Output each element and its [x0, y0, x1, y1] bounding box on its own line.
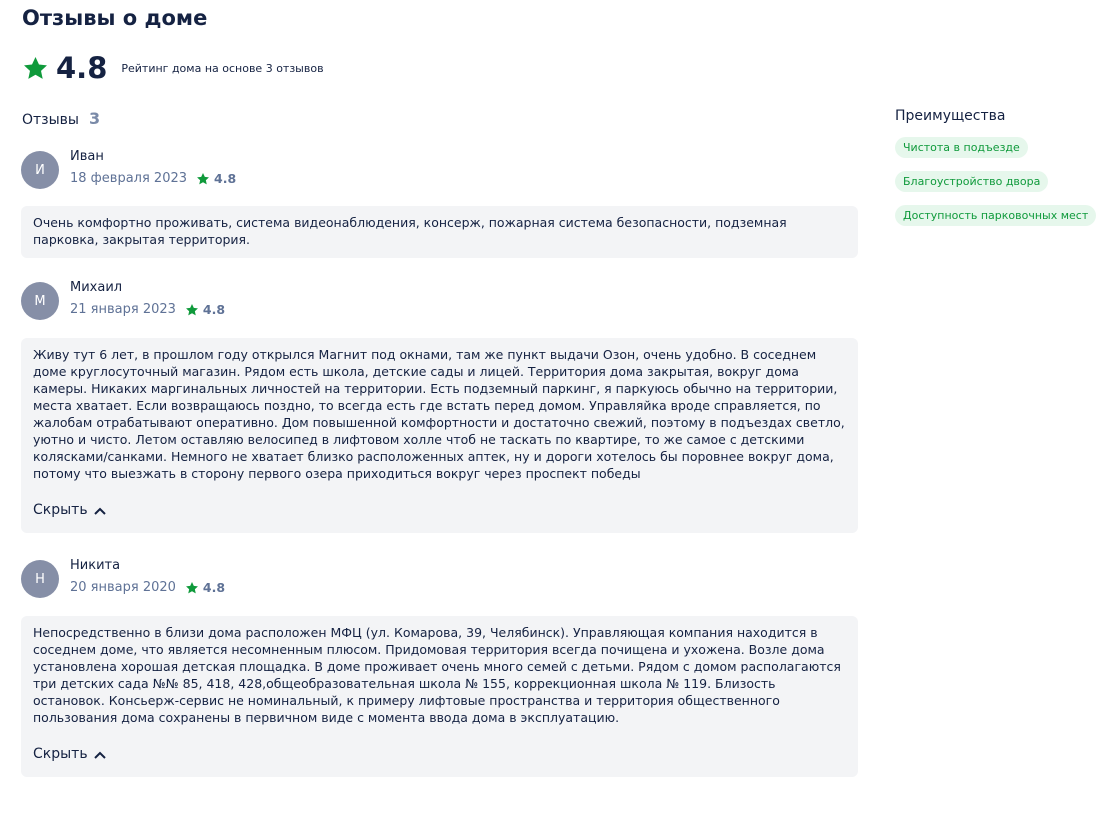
overall-rating — [22, 52, 324, 84]
review-body — [21, 616, 858, 777]
review-text: Живу тут 6 лет, в прошлом году открылся Магнит под окнами, там же пункт выдачи Озон, очень удобно. В соседнем доме круглосуточный магазин. Рядом есть школа, детские сады и лицей. Территория дома закрытая, вокруг дома камеры. Никаких маргинальных личностей на территории. Есть подземный паркинг, я паркуюсь обычно на территории, места хватает. Если возвращаюсь поздно, то всегда есть где встать перед домом. Управляйка вроде справляется, по жалобам отрабатывают оперативно. Дом повышенной комфортности и достаточно свежий, поэтому в подъездах светло, уютно и чисто. Летом оставляю велосипед в лифтовом холле чтоб не таскать по квартире, то же самое с детскими колясками/санками. Немного не хватает близко расположенных аптек, ну и дороги хотелось бы поровнее вокруг дома, потому что выезжать в сторону первого озера приходиться вокруг через проспект победы — [33, 347, 845, 481]
review-date: 20 января 2020 — [70, 580, 176, 595]
review-card — [21, 149, 858, 258]
review-card — [21, 558, 858, 777]
chevron-up-icon — [94, 507, 106, 515]
reviews-header — [22, 109, 100, 128]
review-meta — [70, 580, 225, 595]
avatar: М — [21, 282, 59, 320]
advantages-title: Преимущества — [895, 108, 1006, 124]
review-text: Непосредственно в близи дома расположен МФЦ (ул. Комарова, 39, Челябинск). Управляющая компания находится в соседнем доме, что является несомненным плюсом. Придомовая территория всегда почищена и ухожена. Возле дома установлена хорошая детская площадка. В доме проживает очень много семей с детьми. Рядом с домом располагаются три детских сада №№ 85, 418, 428,общеобразовательная школа № 155, коррекционная школа № 119. Близость остановок. Консьерж-сервис не номинальный, к примеру лифтовые пространства и территория общественного пользования дома сохранены в первичном виде с момента ввода дома в эксплуатацию. — [33, 625, 841, 725]
star-icon — [196, 172, 210, 186]
review-date: 18 февраля 2023 — [70, 171, 188, 186]
review-author: Никита — [70, 558, 121, 573]
review-body — [21, 338, 858, 533]
review-date: 21 января 2023 — [70, 302, 176, 317]
star-icon — [185, 303, 199, 317]
avatar: Н — [21, 560, 59, 598]
advantage-tag: Благоустройство двора — [895, 171, 1048, 192]
advantage-tag: Чистота в подъезде — [895, 137, 1028, 158]
advantage-tag: Доступность парковочных мест — [895, 205, 1096, 226]
hide-review-button[interactable] — [33, 502, 846, 519]
star-icon — [22, 55, 49, 82]
review-meta — [70, 302, 225, 317]
review-card — [21, 280, 858, 533]
review-body — [21, 206, 858, 258]
hide-review-label: Скрыть — [33, 502, 88, 518]
reviews-count: 3 — [88, 109, 101, 128]
rating-value: 4.8 — [56, 51, 108, 85]
review-author: Михаил — [70, 280, 123, 295]
review-author: Иван — [70, 149, 104, 164]
rating-note: Рейтинг дома на основе 3 отзывов — [121, 61, 324, 75]
reviews-label: Отзывы — [22, 112, 79, 128]
advantages-panel — [895, 108, 1105, 238]
page-title: Отзывы о доме — [22, 6, 208, 30]
review-header — [21, 280, 858, 328]
chevron-up-icon — [94, 751, 106, 759]
review-score: 4.8 — [202, 580, 226, 595]
review-text: Очень комфортно проживать, система видеонаблюдения, консерж, пожарная система безопасности, подземная парковка, закрытая территория. — [33, 215, 787, 247]
review-score: 4.8 — [202, 302, 226, 317]
hide-review-button[interactable] — [33, 746, 846, 763]
review-header — [21, 149, 858, 197]
review-meta — [70, 171, 236, 186]
star-icon — [185, 581, 199, 595]
review-header — [21, 558, 858, 606]
review-score: 4.8 — [214, 171, 237, 186]
hide-review-label: Скрыть — [33, 746, 88, 762]
avatar: И — [21, 151, 59, 189]
